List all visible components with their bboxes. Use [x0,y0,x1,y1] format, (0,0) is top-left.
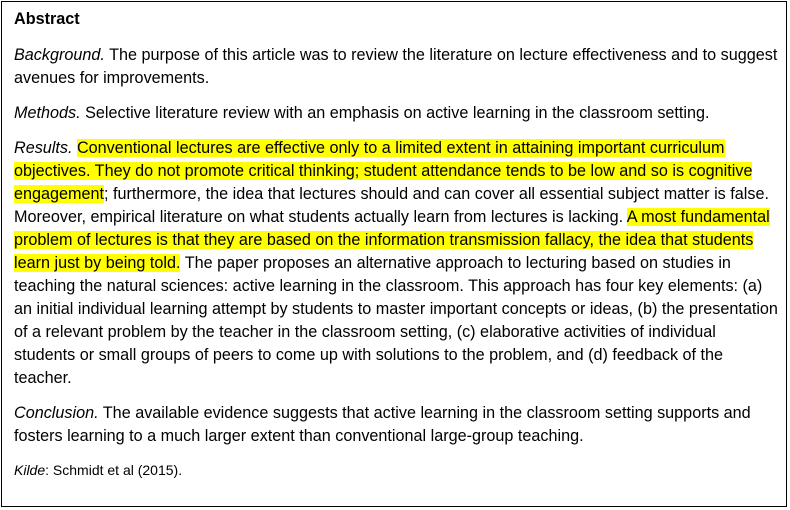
abstract-box [1,1,787,507]
methods-label: Methods. [14,104,81,122]
source-citation [14,460,780,480]
methods-text: Selective literature review with an emphasis on active learning in the classroom setting. [80,104,710,122]
background-label: Background. [14,46,105,64]
abstract-content [14,8,780,492]
results-text-2: The paper proposes an alternative approach to lecturing based on studies in teaching the natural sciences: active learning in the classroom. This approach has four key elements: (a) an initial individual learning attempt by students to master important concepts or ideas, (b) the presentation of a relevant problem by the teacher in the classroom setting, (c) elaborative activities of individual students or small groups of peers to come up with solutions to the problem, and (d) feedback of the teacher. [14,254,778,387]
conclusion-label: Conclusion. [14,404,99,422]
results-text-1: ; furthermore, the idea that lectures should and can cover all essential subject matter is false. Moreover, empirical literature on what students actually learn from lectures is lacking. [14,185,769,226]
abstract-title: Abstract [14,10,80,28]
background-text: The purpose of this article was to review the literature on lecture effectiveness and to suggest avenues for improvements. [14,46,778,87]
results-highlight-1: Conventional lectures are effective only to a limited extent in attaining important curriculum objectives. They do not promote critical thinking; student attendance tends to be low and so is cognitive engagement [14,139,753,203]
results-highlight-2: A most fundamental problem of lectures is that they are based on the information transmission fallacy, the idea that students learn just by being told. [14,208,770,272]
conclusion-paragraph [14,402,780,448]
methods-paragraph [14,102,780,125]
background-paragraph [14,44,780,90]
results-label: Results. [14,139,73,157]
results-paragraph [14,137,780,390]
conclusion-text: The available evidence suggests that active learning in the classroom setting supports and fosters learning to a much larger extent than conventional large-group teaching. [14,404,751,445]
source-label: Kilde [14,462,46,478]
source-text: : Schmidt et al (2015). [45,462,183,478]
